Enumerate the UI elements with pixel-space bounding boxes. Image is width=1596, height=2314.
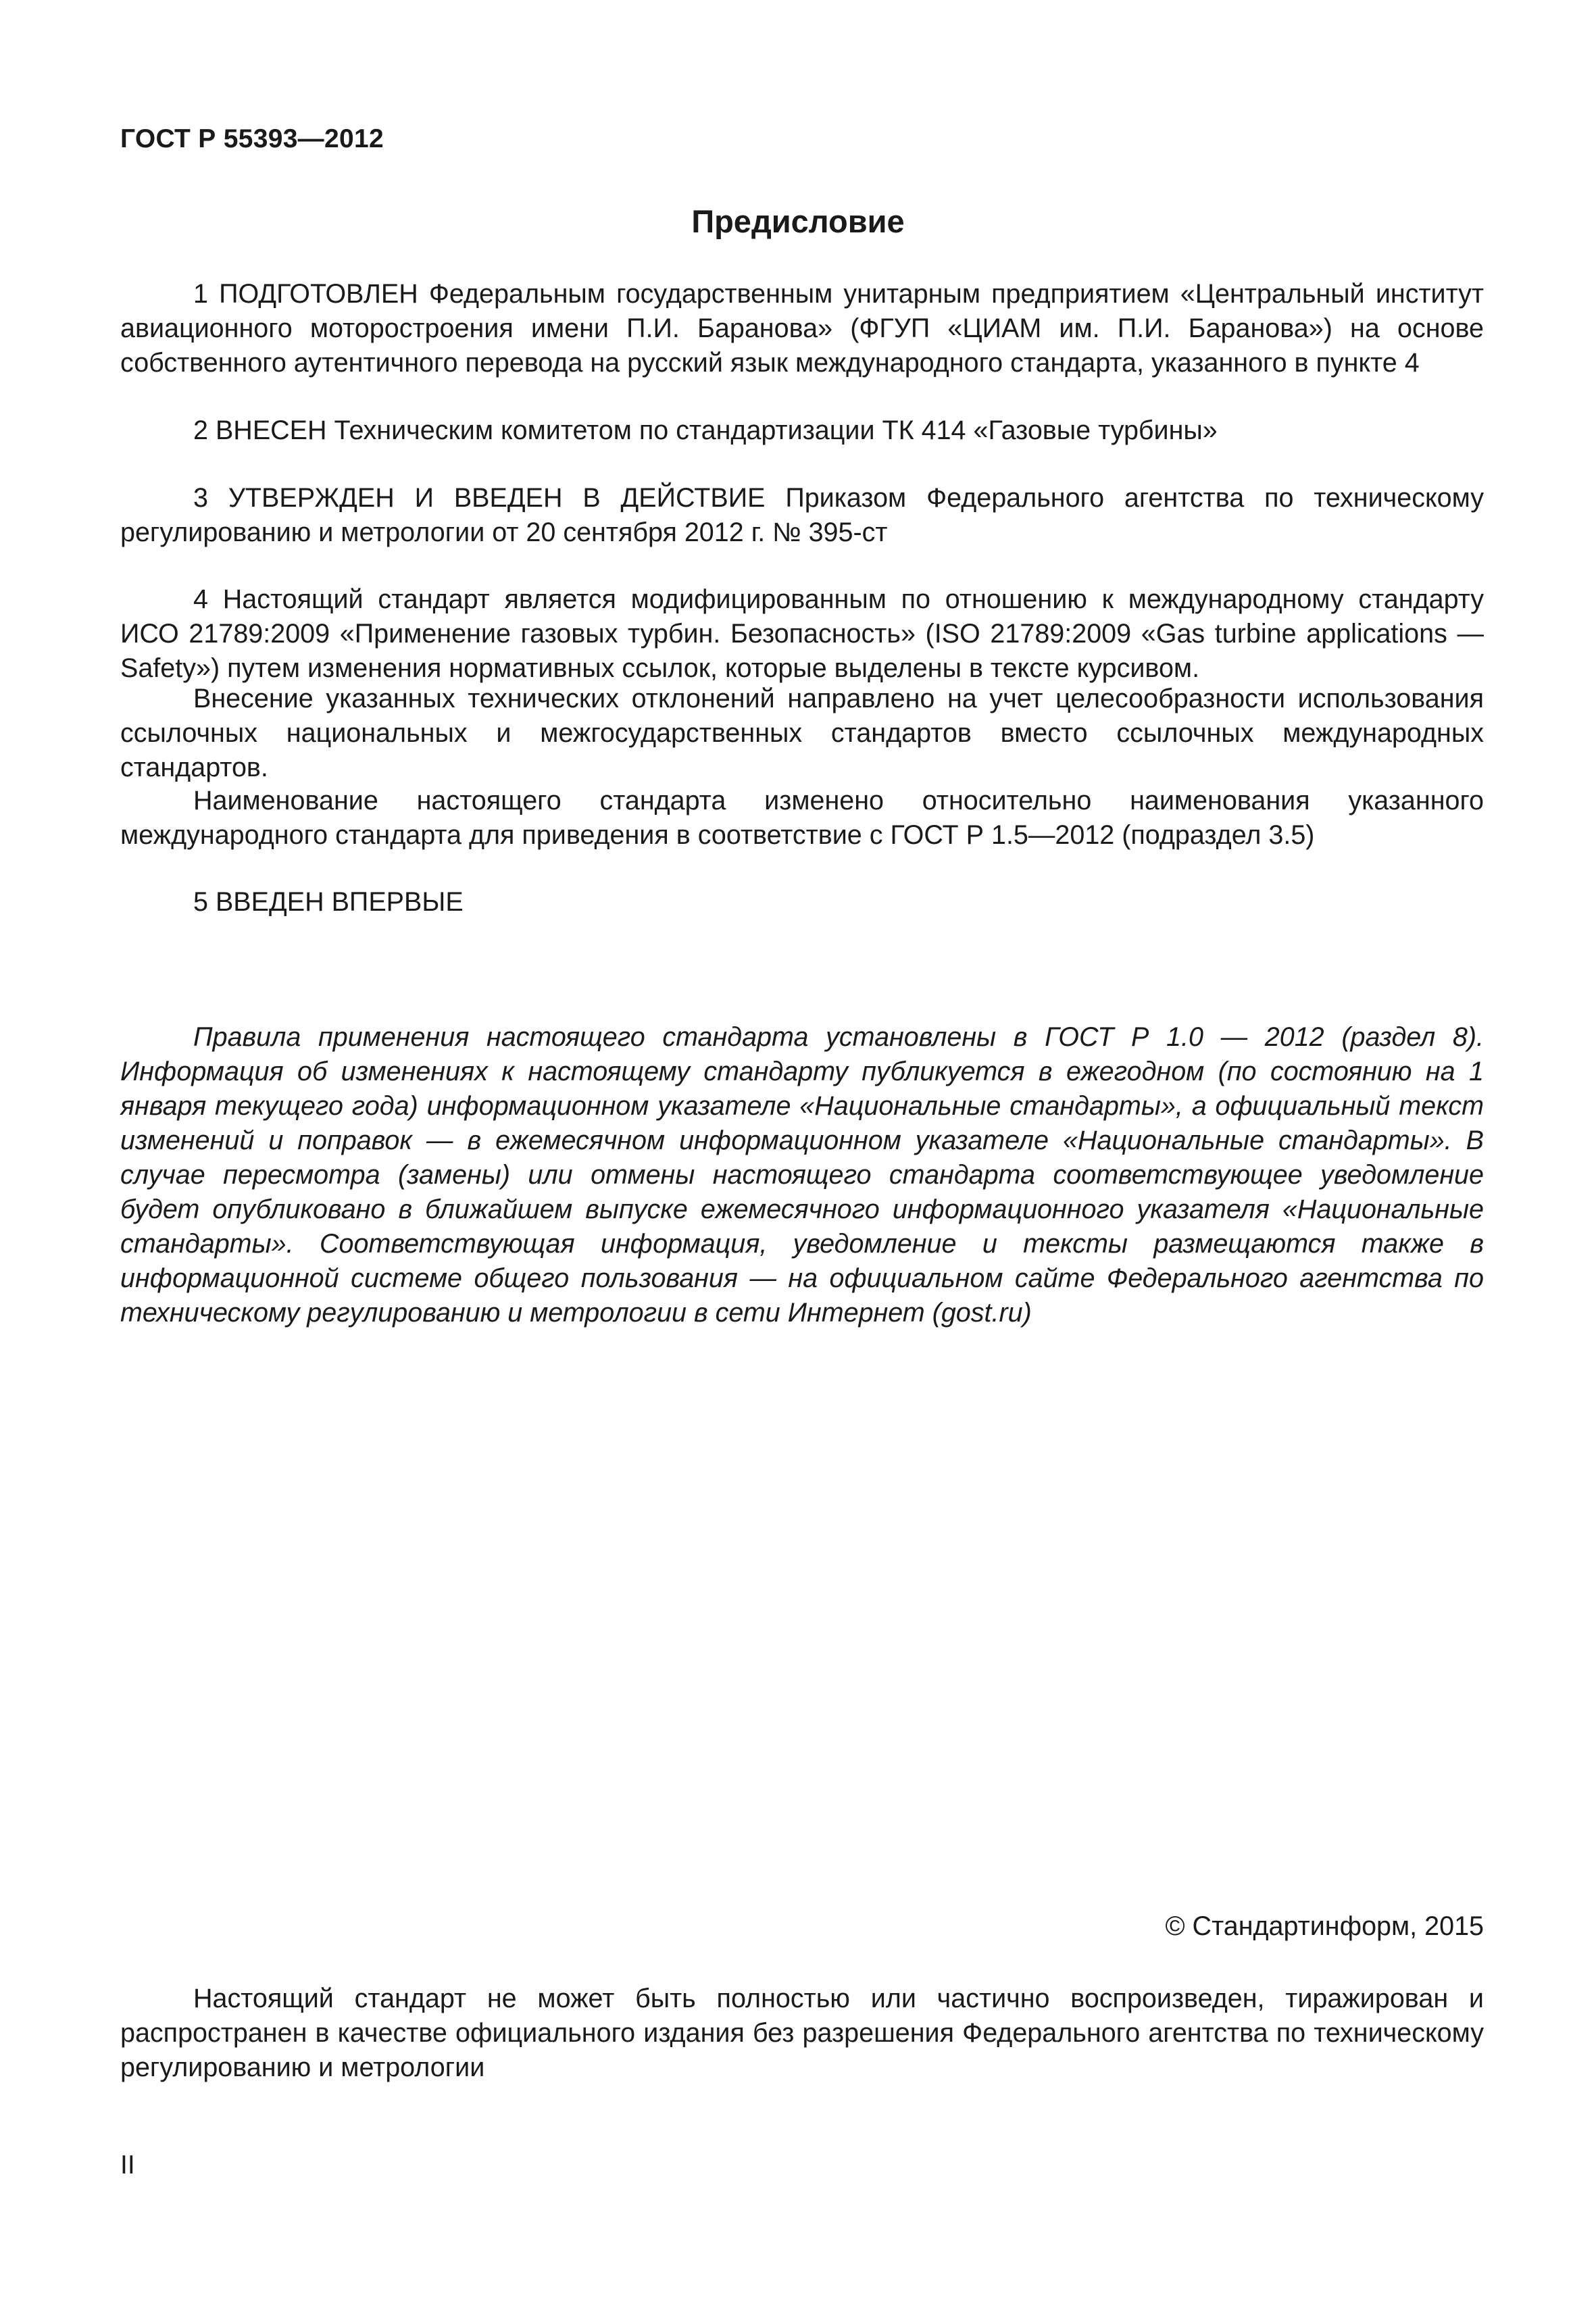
copyright-line: © Стандартинформ, 2015 [1165,1911,1484,1941]
section-4-name-change [120,784,1484,853]
application-notice [120,1020,1484,1330]
section-4-name-change-text: Наименование настоящего стандарта изменено относительно наименования указанного международного стандарта для приведения в соответствие с ГОСТ Р 1.5—2012 (подраздел 3.5) [120,786,1484,850]
section-5-text: 5 ВВЕДЕН ВПЕРВЫЕ [193,887,464,917]
section-4-text: 4 Настоящий стандарт является модифицированным по отношению к международному стандарту ИСО 21789:2009 «Применение газовых турбин. Безопасность» (ISO 21789:2009 «Gas turbine applications — Safety») путем изменения нормативных ссылок, которые выделены в тексте курсивом. [120,584,1484,683]
standard-code: ГОСТ Р 55393—2012 [120,124,384,153]
section-4-deviations-text: Внесение указанных технических отклонений направлено на учет целесообразности использования ссылочных национальных и межгосударственных стандартов вместо ссылочных международных стандартов. [120,684,1484,782]
section-1 [120,277,1484,380]
section-2-text: 2 ВНЕСЕН Техническим комитетом по стандартизации ТК 414 «Газовые турбины» [193,416,1218,445]
application-notice-text: Правила применения настоящего стандарта установлены в ГОСТ Р 1.0 — 2012 (раздел 8). Информация об изменениях к настоящему стандарту публикуется в ежегодном (по состоянию на 1 января текущего года) информационном указателе «Национальные стандарты», а официальный текст изменений и поправок — в ежемесячном информационном указателе «Национальные стандарты». В случае пересмотра (замены) или отмены настоящего стандарта соответствующее уведомление будет опубликовано в ближайшем выпуске ежемесячного информационного указателя «Национальные стандарты». Соответствующая информация, уведомление и тексты размещаются также в информационной системе общего пользования — на официальном сайте Федерального агентства по техническому регулированию и метрологии в сети Интернет (gost.ru) [120,1022,1484,1328]
section-3-text: 3 УТВЕРЖДЕН И ВВЕДЕН В ДЕЙСТВИЕ Приказом Федерального агентства по техническому регулированию и метрологии от 20 сентября 2012 г. № 395-ст [120,483,1484,547]
reproduction-notice-text: Настоящий стандарт не может быть полностью или частично воспроизведен, тиражирован и распространен в качестве официального издания без разрешения Федерального агентства по техническому регулированию и метрологии [120,1984,1484,2082]
section-3 [120,481,1484,550]
section-2 [120,413,1484,448]
section-5 [120,885,1484,920]
page-title: Предисловие [691,203,905,239]
section-4-deviations [120,682,1484,785]
page-number: II [120,2150,135,2180]
reproduction-notice [120,1982,1484,2085]
section-1-text: 1 ПОДГОТОВЛЕН Федеральным государственным унитарным предприятием «Центральный институт авиационного моторостроения имени П.И. Баранова» (ФГУП «ЦИАМ им. П.И. Баранова») на основе собственного аутентичного перевода на русский язык международного стандарта, указанного в пункте 4 [120,279,1484,378]
section-4 [120,582,1484,686]
